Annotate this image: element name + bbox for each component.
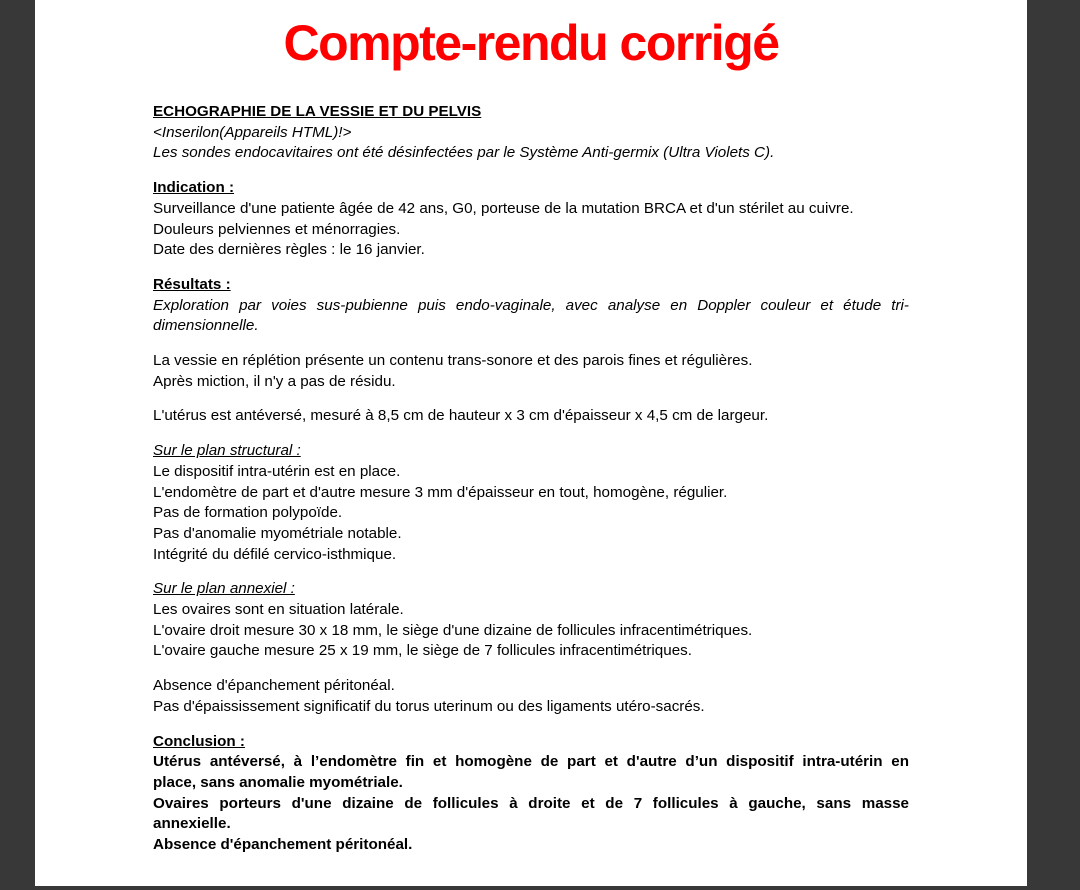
annexiel-line: Les ovaires sont en situation latérale. [153, 601, 404, 619]
vessie-line: La vessie en réplétion présente un contenu trans-sonore et des parois fines et régulières. [153, 352, 753, 370]
document-title: Compte-rendu corrigé [283, 15, 779, 71]
indication-line: Surveillance d'une patiente âgée de 42 ans, G0, porteuse de la mutation BRCA et d'un stérilet au cuivre. [153, 199, 854, 217]
structural-line: L'endomètre de part et d'autre mesure 3 mm d'épaisseur en tout, homogène, régulier. [153, 483, 728, 501]
report-heading: ECHOGRAPHIE DE LA VESSIE ET DU PELVIS [153, 103, 482, 120]
structural-line: Le dispositif intra-utérin est en place. [153, 462, 401, 480]
indication-line: Douleurs pelviennes et ménorragies. [153, 220, 401, 238]
exploration-line: dimensionnelle. [153, 317, 259, 335]
structural-label: Sur le plan structural : [153, 442, 301, 460]
structural-line: Pas de formation polypoïde. [153, 504, 343, 522]
section-label-conclusion: Conclusion : [153, 732, 245, 750]
report-body [153, 102, 909, 856]
structural-line: Intégrité du défilé cervico-isthmique. [153, 545, 397, 563]
conclusion-line: place, sans anomalie myométriale. [153, 773, 403, 791]
annexiel-line: L'ovaire droit mesure 30 x 18 mm, le siège d'une dizaine de follicules infracentimétriques. [153, 621, 753, 639]
conclusion-line: annexielle. [153, 815, 231, 833]
conclusion-line: Absence d'épanchement péritonéal. [153, 836, 413, 854]
section-label-indication: Indication : [153, 179, 234, 197]
exploration-line: Exploration par voies sus-pubienne puis endo-vaginale, avec analyse en Doppler couleur et étude tri- [153, 296, 909, 314]
conclusion-line: Ovaires porteurs d'une dizaine de follicules à droite et de 7 follicules à gauche, sans masse [153, 794, 909, 812]
document-page [35, 0, 1027, 886]
intro-line: Les sondes endocavitaires ont été désinfectées par le Système Anti-germix (Ultra Violets C). [153, 144, 775, 162]
indication-line: Date des dernières règles : le 16 janvier. [153, 241, 425, 259]
uterus-line: L'utérus est antéversé, mesuré à 8,5 cm de hauteur x 3 cm d'épaisseur x 4,5 cm de largeur. [153, 407, 769, 425]
annexiel-label: Sur le plan annexiel : [153, 580, 295, 598]
annexiel-line: L'ovaire gauche mesure 25 x 19 mm, le siège de 7 follicules infracentimétriques. [153, 642, 692, 660]
conclusion-line: Utérus antéversé, à l’endomètre fin et homogène de part et d'autre d’un dispositif intra-utérin en [153, 753, 909, 771]
other-finding-line: Pas d'épaississement significatif du torus uterinum ou des ligaments utéro-sacrés. [153, 697, 705, 715]
other-finding-line: Absence d'épanchement péritonéal. [153, 677, 395, 695]
vessie-line: Après miction, il n'y a pas de résidu. [153, 372, 396, 390]
section-label-resultats: Résultats : [153, 275, 231, 293]
structural-line: Pas d'anomalie myométriale notable. [153, 524, 402, 542]
intro-line: <Inserilon(Appareils HTML)!> [153, 123, 352, 141]
